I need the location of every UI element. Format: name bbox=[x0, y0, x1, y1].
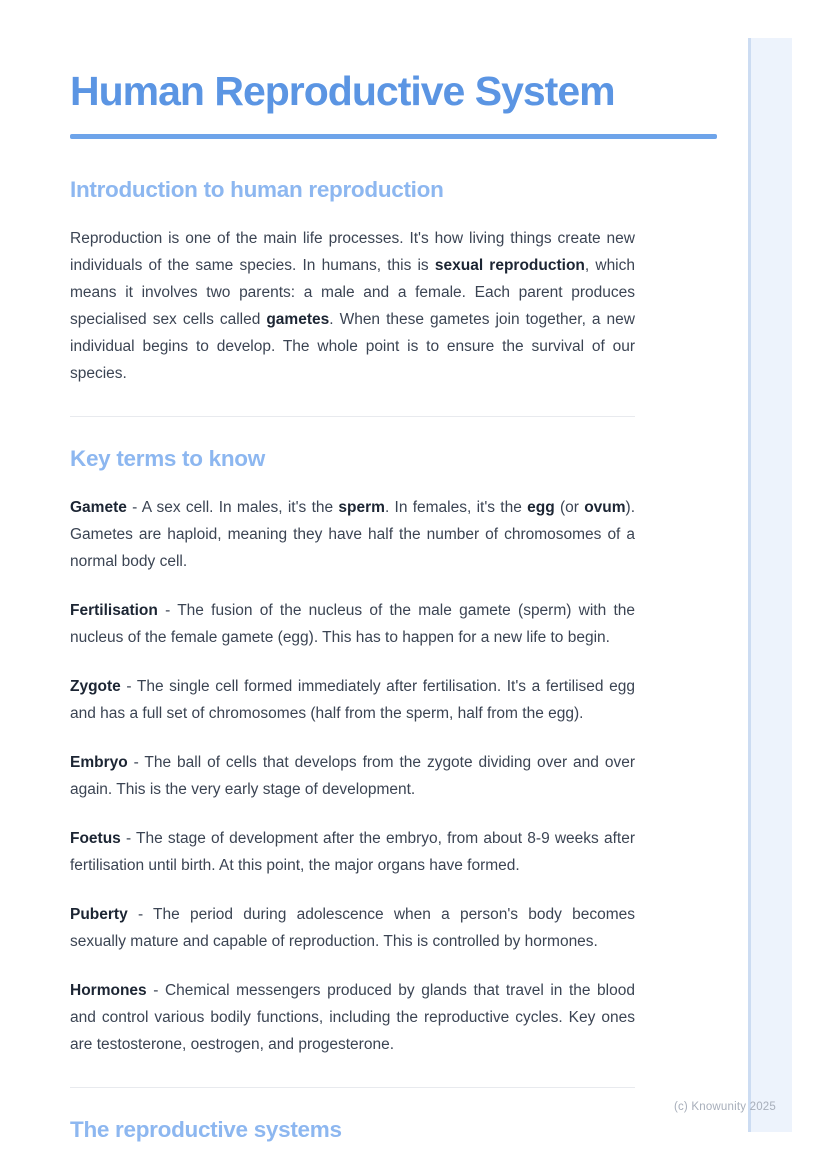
key-term-definition: Fertilisation - The fusion of the nucleus of the male gamete (sperm) with the nucleus of the female gamete (egg). This has to happen for a new life to begin. bbox=[70, 602, 635, 647]
key-term-definition: Zygote - The single cell formed immediately after fertilisation. It's a fertilised egg and has a full set of chromosomes (half from the sperm, half from the egg). bbox=[70, 678, 635, 723]
page-title: Human Reproductive System bbox=[70, 68, 615, 114]
document-page bbox=[70, 0, 635, 1143]
key-term-definition: Hormones - Chemical messengers produced by glands that travel in the blood and control various bodily functions, including the reproductive cycles. Key ones are testosterone, oestrogen, and progesterone. bbox=[70, 982, 635, 1054]
copyright-watermark: (c) Knowunity 2025 bbox=[673, 1101, 776, 1113]
key-term-definition: Puberty - The period during adolescence when a person's body becomes sexually mature and capable of reproduction. This is controlled by hormones. bbox=[70, 906, 635, 951]
section-divider bbox=[70, 1087, 635, 1088]
key-term-definition: Foetus - The stage of development after the embryo, from about 8-9 weeks after fertilisation until birth. At this point, the major organs have formed. bbox=[70, 830, 635, 875]
section-heading-key-terms: Key terms to know bbox=[70, 446, 265, 472]
intro-paragraph: Reproduction is one of the main life processes. It's how living things create new individuals of the same species. In humans, this is sexual reproduction, which means it involves two parents: a male and a female. Each parent produces specialised sex cells called gametes. When these gametes join together, a new individual begins to develop. The whole point is to ensure the survival of our species. bbox=[70, 230, 635, 383]
section-heading-introduction: Introduction to human reproduction bbox=[70, 177, 444, 203]
key-term-definition: Embryo - The ball of cells that develops from the zygote dividing over and over again. This is the very early stage of development. bbox=[70, 754, 635, 799]
key-term-definition: Gamete - A sex cell. In males, it's the sperm. In females, it's the egg (or ovum). Gametes are haploid, meaning they have half the number of chromosomes of a normal body cell. bbox=[70, 499, 635, 571]
section-divider bbox=[70, 416, 635, 417]
key-terms-list bbox=[70, 494, 635, 1058]
section-heading-reproductive-systems: The reproductive systems bbox=[70, 1117, 342, 1143]
title-underline bbox=[70, 134, 717, 139]
page-edge-strip bbox=[748, 38, 792, 1132]
